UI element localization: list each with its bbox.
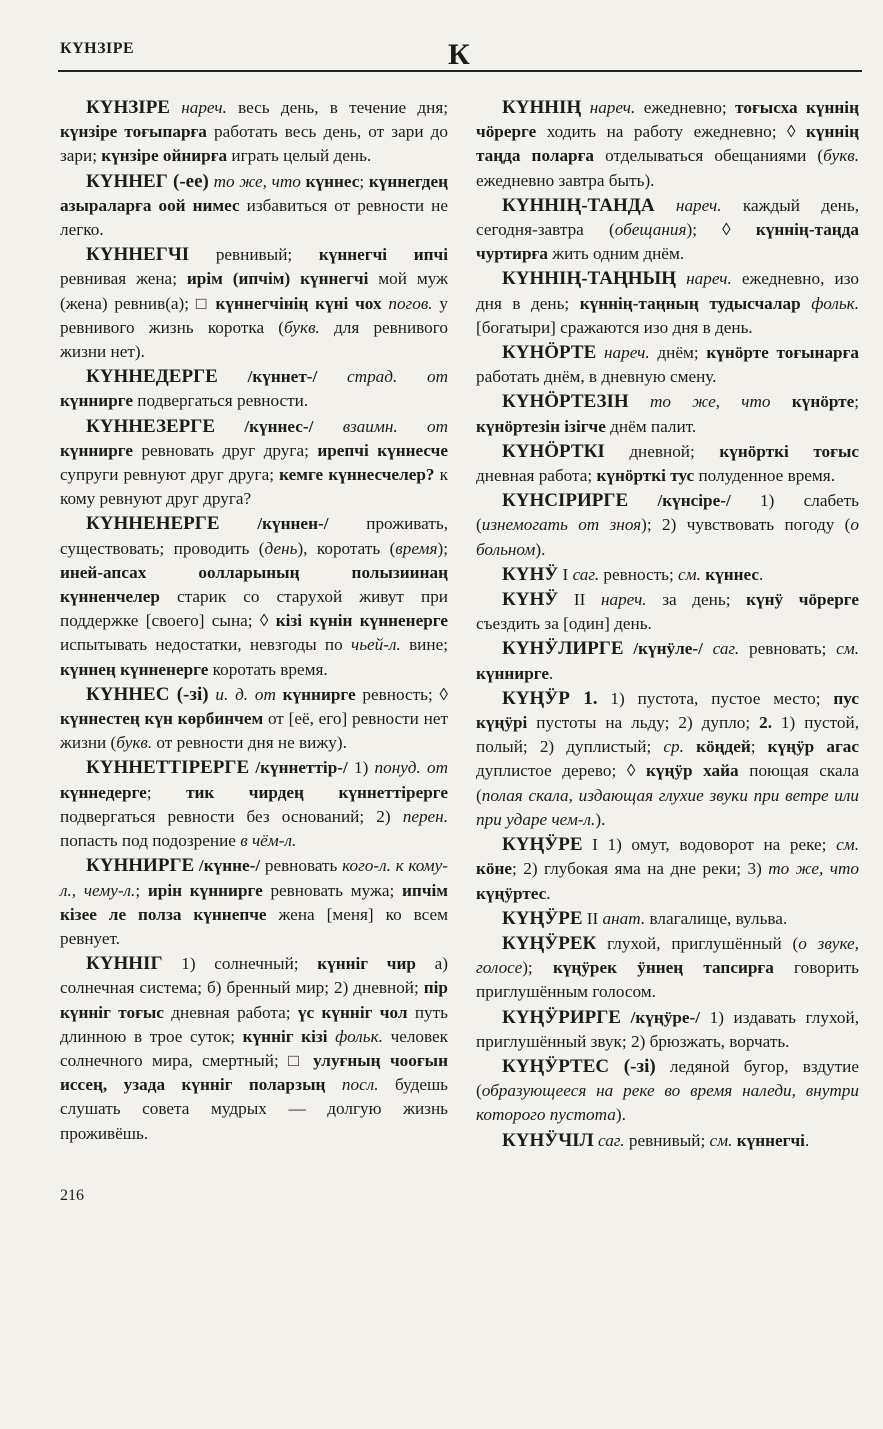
dictionary-entry [60, 96, 448, 169]
gloss-text: ходить на работу ежедневно; ◊ [536, 122, 807, 142]
gloss-text: избавиться от ревности не легко. [60, 195, 448, 240]
right-column [476, 96, 859, 1154]
example-bold: /күннес-/ [244, 416, 314, 436]
headword: КҮННЕС (-зі) [86, 683, 209, 705]
grammar-label: саг. [598, 1130, 625, 1150]
gloss-text: от [её, его] ревности нет жизни ( [60, 709, 448, 753]
dictionary-entry [476, 341, 859, 389]
example-bold: 2. [759, 713, 772, 733]
headword: КҮНӦРТКІ [502, 440, 605, 462]
dictionary-entry [476, 907, 859, 931]
example-bold: ирін күннирге [147, 880, 263, 900]
grammar-label: ср. [663, 737, 684, 757]
gloss-text: I 1) омут, водоворот на реке; [582, 835, 837, 855]
example-bold: күнніг кізі [242, 1026, 328, 1046]
headword: КҮННЕНЕРГЕ [86, 513, 220, 535]
gloss-text [629, 392, 650, 411]
gloss-text [621, 1008, 631, 1027]
grammar-label: анат. [602, 908, 646, 928]
grammar-label: посл. [341, 1075, 379, 1095]
dictionary-entry [60, 683, 448, 756]
headword: КҮНӰЧІЛ [502, 1129, 594, 1151]
gloss-text: ревность; ◊ [355, 684, 449, 704]
gloss-text: ревновать; [739, 639, 837, 659]
gloss-text: влагалище, вульва. [645, 908, 788, 928]
gloss-text: говорить приглушённым голосом. [476, 958, 860, 1002]
gloss-text: играть целый день. [227, 146, 372, 166]
gloss-text: человек солнечного мира, смертный; □ [60, 1026, 449, 1070]
gloss-text: отделываться обещаниями ( [594, 146, 824, 166]
example-bold: улуғның чооғын иссең, узада күнніг поларзың [60, 1050, 448, 1095]
gloss-text: ежедневно; [635, 98, 736, 117]
headword: КҮНӦРТЕЗІН [502, 391, 629, 413]
example-bold: күннің таңда поларға [476, 122, 859, 166]
dictionary-entry [476, 637, 859, 685]
gloss-text: путь длинною в трое суток; [60, 1002, 448, 1046]
gloss-text [655, 196, 676, 215]
dictionary-entry [476, 1006, 859, 1054]
example-bold: күннирге [60, 391, 133, 411]
gloss-text: мой муж (жена) ревнив(а); □ [60, 269, 448, 313]
grammar-label: см. [836, 835, 859, 855]
gloss-text: днём; [649, 343, 707, 363]
gloss-text: за день; [646, 590, 747, 610]
grammar-label: нареч. [181, 98, 227, 117]
grammar-label: страд. от [347, 367, 449, 387]
gloss-text: вине; [400, 635, 448, 655]
example-bold: ирім (ипчім) күннегчі [186, 269, 369, 289]
headword: КҮНСІРИРГЕ [502, 490, 629, 512]
example-bold: тоғысха күннің чӧрерге [476, 98, 859, 142]
grammar-label: кого-л. к кому-л., чему-л. [60, 856, 448, 900]
gloss-text: ревновать [260, 856, 343, 876]
headword: КҮННІГ [86, 953, 163, 975]
gloss-text: дневная работа; [163, 1002, 298, 1022]
gloss-text: коротать время. [208, 659, 328, 679]
example-bold: күнӱ чӧрерге [746, 590, 859, 610]
gloss-text: 1) издавать глухой, приглушённый звук; 2) брюзжать, ворчать. [476, 1007, 859, 1051]
gloss-text [628, 491, 657, 510]
gloss-text: весь день, в течение дня; [226, 98, 448, 117]
gloss-text [317, 367, 347, 386]
gloss-text: ; [146, 782, 187, 802]
gloss-text: ). [595, 809, 606, 829]
gloss-text: II [558, 590, 601, 610]
grammar-label: образующееся на реке во время наледи, внутри которого пустота [476, 1081, 859, 1125]
gloss-text: у ревнивого жизнь коротка ( [60, 293, 449, 337]
example-bold: ирепчі күннесче [317, 440, 448, 460]
dictionary-entry [60, 170, 448, 243]
grammar-label: фольк. [335, 1026, 383, 1046]
gloss-text: . [759, 564, 764, 584]
headword: КҮННІҢ [502, 97, 582, 118]
gloss-text [801, 294, 812, 313]
gloss-text [313, 417, 342, 436]
example-bold: күннең күнненерге [60, 659, 209, 679]
grammar-label: то же, что [768, 859, 859, 879]
gloss-text: ); ◊ [686, 220, 756, 240]
gloss-text: работать днём, в дневную смену. [476, 367, 717, 387]
dictionary-entry [476, 440, 859, 488]
gloss-text: супруги ревнуют друг друга; [60, 465, 280, 485]
example-bold: күннирге [476, 663, 549, 683]
gloss-text: ; 2) глубокая яма на дне реки; 3) [512, 859, 769, 879]
headword: КҮННЕГ (-ее) [86, 170, 209, 192]
gloss-text: ревность; [599, 564, 679, 584]
gloss-text: к кому ревнуют друг друга? [60, 465, 448, 509]
gloss-text: для ревнивого жизни нет). [60, 317, 448, 362]
gloss-text [218, 367, 248, 386]
dictionary-entry [476, 390, 859, 438]
gloss-text: ежедневно завтра быть). [476, 170, 655, 190]
headword: КҮНЗІРЕ [86, 97, 170, 118]
gloss-text: I [558, 564, 573, 584]
headword: КҮНӰЛИРГЕ [502, 638, 624, 660]
gloss-text: ревнивый; [189, 245, 319, 265]
example-bold: күнӧрткі тоғыс [719, 441, 859, 461]
gloss-text: ревновать друг друга; [132, 440, 318, 460]
gloss-text: дневной; [604, 441, 720, 461]
headword: КҮННЕЗЕРГЕ [86, 415, 216, 437]
dictionary-entry [476, 687, 859, 832]
example-bold: күннирге [282, 684, 356, 704]
gloss-text: ); [522, 958, 553, 978]
grammar-label: букв. [284, 317, 320, 337]
example-bold: күнніг чир [317, 954, 416, 974]
dictionary-entry [476, 489, 859, 562]
gloss-text: подвергаться ревности. [132, 391, 309, 411]
dictionary-entry [476, 563, 859, 587]
example-bold: күнӧрте [791, 392, 855, 412]
grammar-label: саг. [572, 564, 600, 584]
dictionary-entry [60, 365, 448, 413]
example-bold: күнӧртезін ізігче [476, 416, 606, 436]
headword: КҮҢӰР 1. [502, 687, 598, 709]
gloss-text: будешь слушать совета мудрых — долгую жизнь проживёшь. [60, 1075, 449, 1143]
gloss-text: полуденное время. [694, 466, 836, 486]
example-bold: күннес [305, 171, 360, 191]
headword: КҮҢӰРЕК [502, 932, 597, 954]
grammar-label: обещания [614, 220, 687, 240]
headword: КҮНӰ [502, 589, 559, 611]
gloss-text: проживать, существовать; проводить ( [60, 514, 449, 558]
grammar-label: нареч. [600, 590, 647, 610]
gloss-text: а) солнечная система; б) бренный мир; 2) дневной; [60, 954, 448, 998]
example-bold: /күңӱре-/ [630, 1007, 701, 1027]
headword: КҮНӰ [502, 563, 559, 585]
gloss-text: ежедневно, изо дня в день; [476, 269, 860, 313]
grammar-label: погов. [388, 293, 433, 313]
example-bold: /күнсіре-/ [657, 491, 731, 511]
headword: КҮННЕДЕРГЕ [86, 366, 218, 388]
example-bold: күнӧрте тоғынарға [706, 343, 859, 363]
example-bold: /күннеттір-/ [255, 758, 348, 778]
grammar-label: день [264, 538, 298, 558]
gloss-text: ; [359, 171, 369, 191]
example-bold: күннегчі ипчі [318, 245, 448, 265]
gloss-text [215, 417, 244, 436]
grammar-label: полая скала, издающая глухие звуки при ветре или при ударе чем-л. [476, 785, 859, 829]
gloss-text: глухой, приглушённый ( [596, 933, 799, 953]
example-bold: күннирге [60, 440, 133, 460]
gloss-text: ), коротать ( [297, 538, 396, 558]
example-bold: пір күнніг тоғыс [60, 978, 448, 1022]
grammar-label: букв. [823, 146, 859, 166]
example-bold: тик чирдең күннеттірерге [186, 782, 448, 802]
grammar-label: и. д. от [215, 684, 276, 704]
gloss-text [596, 343, 604, 362]
grammar-label: время [395, 538, 438, 558]
grammar-label: понуд. от [374, 758, 448, 778]
gloss-text: ; [135, 880, 148, 900]
gloss-text: ревновать мужа; [262, 880, 403, 900]
gloss-text: съездить за [один] день. [476, 614, 652, 634]
gloss-text: ); [437, 538, 449, 558]
gloss-text: ; [750, 737, 768, 757]
dictionary-entry [60, 512, 448, 681]
example-bold: /күннен-/ [257, 514, 329, 534]
dictionary-entry [476, 932, 859, 1005]
gloss-text: ); 2) чувствовать погоду ( [641, 515, 851, 535]
headword: КҮҢӰРТЕС (-зі) [502, 1055, 656, 1077]
gloss-text: подвергаться ревности без оснований; 2) [60, 806, 403, 826]
section-letter: К [448, 38, 470, 71]
grammar-label: изнемогать от зноя [481, 515, 642, 535]
example-bold: күңӱр хайа [646, 761, 739, 781]
gloss-text [170, 98, 181, 117]
headword: КҮННІҢ-ТАҢНЫҢ [502, 268, 676, 290]
headword: КҮҢӰРЕ [502, 907, 583, 929]
grammar-label: взаимн. от [342, 416, 448, 436]
grammar-label: чьей-л. [351, 635, 401, 655]
gloss-text [676, 269, 686, 288]
dictionary-entry [476, 588, 859, 636]
dictionary-entry [476, 267, 859, 340]
dictionary-entry [60, 243, 448, 364]
example-bold: кӧне [476, 859, 513, 879]
header-rule [58, 70, 862, 72]
example-bold: /күнне-/ [198, 856, 261, 876]
example-bold: күңӱртес [476, 883, 547, 903]
example-bold: кемге күннесчелер? [279, 465, 435, 485]
gloss-text [703, 639, 713, 658]
gloss-text: пустоты на льду; 2) дупло; [527, 713, 760, 733]
gloss-text [771, 392, 792, 411]
gloss-text: ). [535, 539, 546, 559]
running-head: КҮНЗІРЕ [60, 40, 135, 57]
dictionary-entry [476, 96, 859, 193]
gloss-text: ревнивая жена; [60, 269, 187, 289]
example-bold: күңӱрек ӱннең тапсирға [552, 958, 774, 978]
grammar-label: то же, что [213, 171, 301, 191]
example-bold: күннестең күн көрбинчем [60, 709, 264, 729]
example-bold: күннегдең азыраларға оой нимес [60, 171, 449, 215]
grammar-label: саг. [712, 639, 740, 659]
gloss-text: жить одним днём. [547, 244, 685, 264]
gloss-text: 1) пустой, полый; 2) дуплистый; [476, 713, 859, 757]
dictionary-entry [476, 1055, 859, 1128]
example-bold: иней-апсах оолларының полызиинаң күнненчелер [60, 562, 448, 607]
grammar-label: см. [836, 639, 859, 659]
grammar-label: букв. [116, 733, 153, 753]
headword: КҮНӦРТЕ [502, 342, 597, 364]
gloss-text: 1) солнечный; [162, 954, 318, 974]
gloss-text: ревнивый; [624, 1130, 710, 1150]
grammar-label: см. [678, 564, 701, 584]
gloss-text: дневная работа; [476, 466, 597, 486]
gloss-text: старик со старухой живут при поддержке [своего] сына; ◊ [60, 587, 448, 631]
grammar-label: нареч. [589, 98, 636, 117]
grammar-label: нареч. [675, 195, 722, 215]
example-bold: кӧңдей [696, 737, 751, 757]
grammar-label: нареч. [604, 343, 650, 363]
gloss-text [325, 1075, 341, 1094]
headword: КҮННЕГЧІ [86, 244, 190, 266]
gloss-text: . [546, 883, 551, 903]
example-bold: күңӱр агас [767, 737, 859, 757]
example-bold: /күнӱле-/ [633, 639, 703, 659]
example-bold: күнзіре ойнирға [101, 146, 228, 166]
dictionary-entry [60, 854, 448, 951]
gloss-text: днём палит. [605, 416, 697, 436]
gloss-text: 1) слабеть ( [476, 491, 859, 535]
grammar-label: перен. [402, 806, 448, 826]
example-bold: үс күнніг чол [297, 1002, 408, 1022]
example-bold: пус күңӱрі [476, 688, 860, 733]
gloss-text: [богатыри] сражаются изо дня в день. [476, 317, 753, 337]
example-bold: күннегчінің күні чох [215, 293, 382, 313]
gloss-text: попасть под подозрение [60, 831, 241, 851]
gloss-text: . [548, 663, 554, 683]
example-bold: ипчім кізее ле полза күннепче [60, 880, 448, 924]
gloss-text [684, 737, 696, 756]
example-bold: күннес [705, 564, 760, 584]
example-bold: күнзіре тоғыпарға [60, 122, 207, 142]
gloss-text: дуплистое дерево; ◊ [476, 761, 646, 781]
example-bold: күннегчі [736, 1130, 805, 1150]
grammar-label: см. [709, 1130, 733, 1150]
dictionary-entry [476, 1129, 859, 1153]
gloss-text: от ревности дня не вижу). [152, 733, 347, 753]
gloss-text: работать весь день, от зари до зари; [60, 122, 448, 166]
gloss-text [328, 1027, 336, 1046]
example-bold: күннің-таңда чуртирға [476, 220, 859, 264]
example-bold: күннің-таңның тудысчалар [579, 293, 801, 313]
grammar-label: о больном [476, 515, 859, 559]
gloss-text [624, 639, 634, 658]
grammar-label: в чём-л. [240, 831, 297, 851]
page-number: 216 [60, 1187, 84, 1204]
headword: КҮҢӰРЕ [502, 834, 583, 856]
gloss-text: ). [615, 1105, 626, 1125]
headword: КҮҢӰРИРГЕ [502, 1006, 621, 1028]
gloss-text [220, 514, 258, 533]
dictionary-entry [60, 952, 448, 1146]
example-bold: кізі күнін күнненерге [275, 611, 448, 631]
gloss-text: 1) [347, 758, 375, 778]
dictionary-entry [476, 833, 859, 906]
headword: КҮННІҢ-ТАНДА [502, 194, 655, 216]
gloss-text: испытывать недостатки, невзгоды по [60, 635, 352, 655]
left-column [60, 96, 448, 1147]
grammar-label: о звуке, голосе [476, 933, 859, 978]
gloss-text [581, 98, 589, 117]
grammar-label: фольк. [811, 293, 860, 313]
grammar-label: то же, что [650, 392, 771, 412]
gloss-text: ледяной бугор, вздутие ( [476, 1056, 859, 1101]
grammar-label: нареч. [686, 269, 732, 289]
gloss-text: жена [меня] ко всем ревнует. [60, 904, 449, 948]
headword: КҮННИРГЕ [86, 855, 195, 877]
dictionary-entry [476, 194, 859, 267]
gloss-text: поющая скала ( [476, 761, 859, 805]
gloss-text: каждый день, сегодня-завтра ( [476, 195, 860, 240]
gloss-text: 1) пустота, пустое место; [597, 688, 834, 708]
example-bold: күннедерге [60, 782, 147, 802]
dictionary-entry [60, 756, 448, 853]
gloss-text: . [804, 1130, 810, 1150]
gloss-text: ; [854, 392, 860, 412]
example-bold: күнӧрткі тус [596, 466, 695, 486]
example-bold: /күннет-/ [247, 367, 318, 387]
gloss-text [276, 685, 283, 704]
dictionary-entry [60, 415, 448, 512]
gloss-text: II [582, 908, 603, 928]
headword: КҮННЕТТІРЕРГЕ [86, 757, 250, 779]
